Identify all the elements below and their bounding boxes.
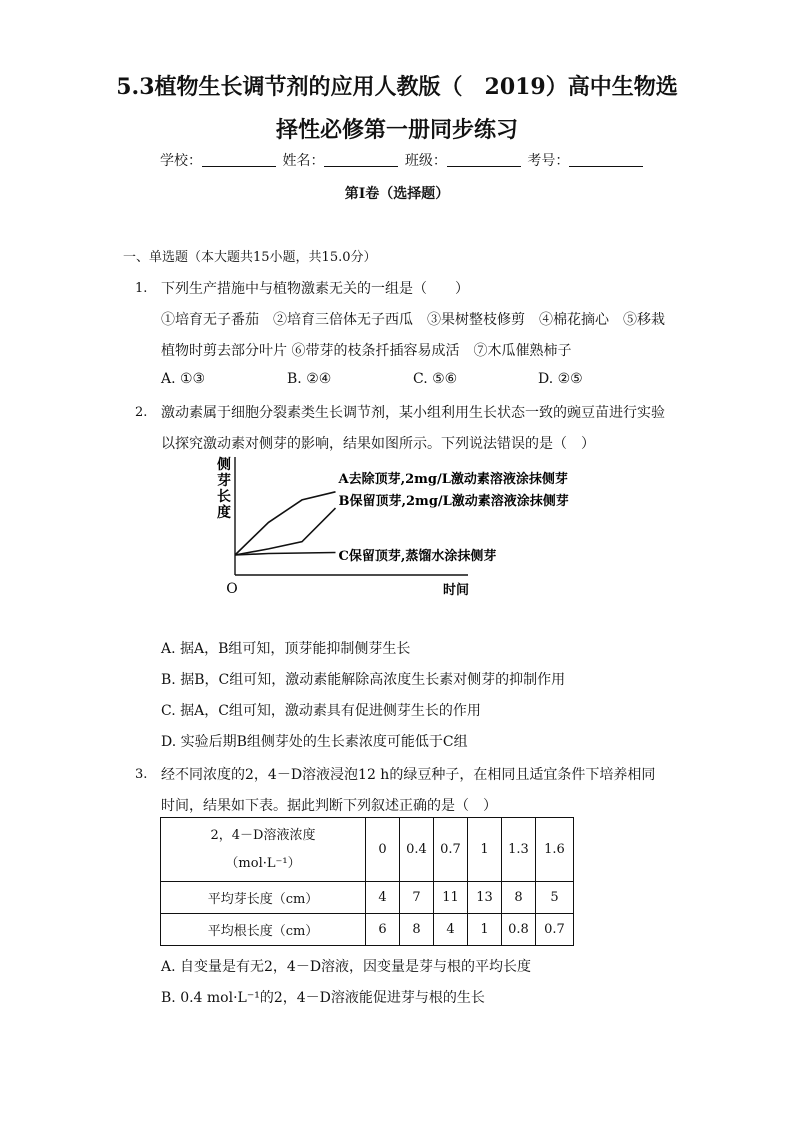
x-axis-label: 时间 <box>442 583 470 598</box>
table-row-label: 平均芽长度（cm） <box>161 882 366 914</box>
name-blank[interactable] <box>324 152 398 167</box>
table-cell: 5 <box>536 882 574 914</box>
q1-option-d[interactable]: D. ②⑤ <box>538 371 583 387</box>
q3-stem-line1: 经不同浓度的2，4－D溶液浸泡12 h的绿豆种子，在相同且适宜条件下培养相同 <box>161 767 656 783</box>
q1-stem-line2: ①培育无子番茄 ②培育三倍体无子西瓜 ③果树整枝修剪 ④棉花摘心 ⑤移栽 <box>161 312 665 328</box>
table-cell: 4 <box>366 882 400 914</box>
q2-option-c[interactable]: C. 据A，C组可知，激动素具有促进侧芽生长的作用 <box>161 703 481 719</box>
series-b-line <box>235 508 336 555</box>
student-info-row <box>160 150 645 170</box>
table-cell: 6 <box>366 914 400 946</box>
y-axis-label-char: 侧 <box>217 457 231 473</box>
q1-option-c[interactable]: C. ⑤⑥ <box>413 371 458 387</box>
table-cell: 0.7 <box>536 914 574 946</box>
number-blank[interactable] <box>569 152 643 167</box>
table-cell: 1 <box>468 914 502 946</box>
table-cell: 8 <box>502 882 536 914</box>
q1-number: 1. <box>135 281 148 296</box>
series-label: B保留顶芽,2mg/L激动素溶液涂抹侧芽 <box>338 494 569 509</box>
y-axis-label-char: 度 <box>217 505 231 521</box>
school-label: 学校： <box>160 153 202 169</box>
q3-option-a[interactable]: A. 自变量是有无2，4－D溶液，因变量是芽与根的平均长度 <box>161 959 532 975</box>
class-label: 班级： <box>404 153 447 169</box>
school-blank[interactable] <box>202 152 276 167</box>
table-row <box>161 882 574 914</box>
series-label: C保留顶芽,蒸馏水涂抹侧芽 <box>338 549 497 564</box>
table-header-line1: 2，4－D溶液浓度 <box>210 827 316 843</box>
y-axis-label-char: 芽 <box>217 473 231 489</box>
table-row <box>161 914 574 946</box>
table-cell: 0.7 <box>434 818 468 882</box>
class-blank[interactable] <box>447 152 521 167</box>
table-cell: 1.6 <box>536 818 574 882</box>
table-row-label: 平均根长度（cm） <box>161 914 366 946</box>
q2-number: 2. <box>135 405 148 420</box>
origin-label: O <box>226 581 238 597</box>
table-cell: 11 <box>434 882 468 914</box>
table-cell: 0.8 <box>502 914 536 946</box>
number-label: 考号： <box>527 153 570 169</box>
q2-stem-line2: 以探究激动素对侧芽的影响，结果如图所示。下列说法错误的是（ ） <box>161 436 595 452</box>
table-cell: 1.3 <box>502 818 536 882</box>
table-cell: 4 <box>434 914 468 946</box>
lateral-bud-chart <box>205 455 569 605</box>
q1-option-a[interactable]: A. ①③ <box>161 371 206 387</box>
table-cell: 13 <box>468 882 502 914</box>
table-cell: 1 <box>468 818 502 882</box>
name-label: 姓名： <box>282 153 325 169</box>
q2-stem-line1: 激动素属于细胞分裂素类生长调节剂，某小组利用生长状态一致的豌豆苗进行实验 <box>161 405 665 421</box>
q1-option-b[interactable]: B. ②④ <box>287 371 332 387</box>
table-header-line2: （mol·L⁻¹） <box>225 855 301 871</box>
q3-number: 3. <box>135 767 148 782</box>
table-cell: 0.4 <box>400 818 434 882</box>
q2-option-b[interactable]: B. 据B，C组可知，激动素能解除高浓度生长素对侧芽的抑制作用 <box>161 672 566 688</box>
doc-title-line2: 择性必修第一册同步练习 <box>275 117 518 143</box>
concentration-table <box>160 817 574 946</box>
table-cell: 0 <box>366 818 400 882</box>
table-cell: 8 <box>400 914 434 946</box>
table-cell: 7 <box>400 882 434 914</box>
section-title: 一、单选题（本大题共15小题，共15.0分） <box>123 250 377 265</box>
q1-stem-line3: 植物时剪去部分叶片 ⑥带芽的枝条扦插容易成活 ⑦木瓜催熟柿子 <box>161 343 572 359</box>
q3-stem-line2: 时间，结果如下表。据此判断下列叙述正确的是（ ） <box>161 798 497 814</box>
y-axis-label-char: 长 <box>217 489 231 505</box>
q2-option-a[interactable]: A. 据A，B组可知，顶芽能抑制侧芽生长 <box>161 641 411 657</box>
doc-title-line1: 5.3植物生长调节剂的应用人教版（ 2019）高中生物选 <box>116 74 678 100</box>
q1-options <box>161 371 641 389</box>
q1-stem-line1: 下列生产措施中与植物激素无关的一组是（ ） <box>161 281 469 297</box>
q3-option-b[interactable]: B. 0.4 mol·L⁻¹的2，4－D溶液能促进芽与根的生长 <box>161 990 485 1006</box>
q2-option-d[interactable]: D. 实验后期B组侧芽处的生长素浓度可能低于C组 <box>161 734 468 750</box>
table-header-label <box>161 818 366 882</box>
table-row <box>161 818 574 882</box>
series-label: A去除顶芽,2mg/L激动素溶液涂抹侧芽 <box>338 472 568 487</box>
volume-title: 第I卷（选择题） <box>344 186 450 202</box>
